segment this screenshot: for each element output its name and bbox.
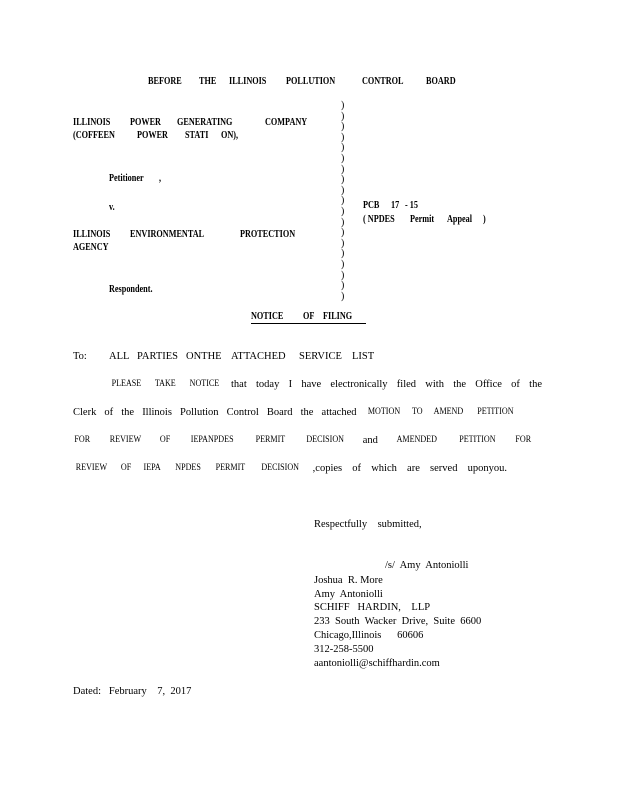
address-line: Chicago,Illinois 60606	[314, 630, 424, 641]
date-line: Dated: February 7, 2017	[73, 686, 192, 697]
caption-word: ENVIRONMENTAL	[130, 229, 205, 240]
case-word: )	[483, 214, 486, 225]
firm-name: SCHIFF HARDIN, LLP	[314, 602, 431, 613]
notice-title	[251, 311, 366, 324]
title-word: POLLUTION	[286, 76, 336, 87]
body-word: Office	[475, 379, 502, 390]
body-word: AMEND	[433, 407, 464, 417]
body-word: Clerk	[73, 407, 97, 418]
body-word: PETITION	[477, 407, 514, 417]
body-word: served	[430, 463, 458, 474]
closing: Respectfully submitted,	[314, 519, 422, 530]
caption-word: POWER	[137, 130, 168, 141]
case-word: ( NPDES	[363, 214, 395, 225]
caption-word: ILLINOIS	[73, 229, 111, 240]
body-word: the	[529, 379, 542, 390]
phone-number: 312-258-5500	[314, 644, 374, 655]
body-word: FOR	[515, 435, 532, 445]
to-word: LIST	[352, 351, 375, 362]
caption-word: POWER	[130, 117, 161, 128]
case-word: - 15	[405, 200, 418, 211]
body-word: NPDES	[175, 463, 201, 473]
body-word: REVIEW	[75, 463, 108, 473]
case-word: Appeal	[447, 214, 473, 225]
body-word: I	[288, 379, 293, 390]
body-line	[73, 435, 533, 446]
title-word: BOARD	[426, 76, 456, 87]
body-word: DECISION	[306, 435, 344, 445]
title-word: ILLINOIS	[229, 76, 267, 87]
body-word: PERMIT	[215, 463, 246, 473]
body-word: today	[256, 379, 280, 390]
body-word: TO	[411, 407, 423, 417]
body-line	[73, 407, 517, 418]
body-word: have	[301, 379, 322, 390]
body-word: the	[121, 407, 135, 418]
body-word: IEPA	[143, 463, 162, 473]
body-word: attached	[321, 407, 357, 418]
caption-word: ILLINOIS	[73, 117, 111, 128]
body-word: Illinois	[142, 407, 172, 418]
body-word: MOTION	[367, 407, 400, 417]
body-word: filed	[396, 379, 417, 390]
petitioner-comma: ,	[159, 173, 162, 184]
body-word: DECISION	[261, 463, 300, 473]
body-word: and	[362, 435, 378, 446]
caption-word: GENERATING	[177, 117, 233, 128]
caption-word: ON),	[221, 130, 239, 141]
caption-word: (COFFEEN	[73, 130, 115, 141]
body-line	[73, 463, 507, 474]
body-word: of	[352, 463, 362, 474]
body-word: OF	[160, 435, 171, 445]
body-word: PERMIT	[255, 435, 285, 445]
body-word: AMENDED	[396, 435, 438, 445]
title-word: CONTROL	[362, 76, 404, 87]
body-word: are	[407, 463, 420, 474]
title-word: OF	[303, 311, 315, 322]
title-word: THE	[199, 76, 217, 87]
title-word: FILING	[323, 311, 353, 322]
to-word: To:	[73, 351, 87, 362]
body-word: TAKE	[154, 379, 176, 389]
body-word: PETITION	[459, 435, 496, 445]
caption-word: STATI	[185, 130, 209, 141]
petitioner-role: Petitioner	[109, 173, 144, 184]
case-word: 17	[391, 200, 400, 211]
case-word: Permit	[410, 214, 435, 225]
email-address: aantoniolli@schiffhardin.com	[314, 658, 440, 669]
to-word: SERVICE	[299, 351, 342, 362]
caption-word: PROTECTION	[240, 229, 296, 240]
body-word: Pollution	[180, 407, 219, 418]
body-word: FOR	[74, 435, 91, 445]
body-word: the	[300, 407, 314, 418]
body-word: Control	[226, 407, 259, 418]
body-line	[109, 379, 542, 390]
body-word: with	[425, 379, 444, 390]
electronic-signature: /s/ Amy Antoniolli	[385, 560, 469, 571]
body-word: PLEASE	[111, 379, 142, 389]
to-word: ATTACHED	[231, 351, 286, 362]
body-word: of	[104, 407, 114, 418]
body-word: ,copies	[312, 463, 343, 474]
body-word: that	[231, 379, 247, 390]
body-word: uponyou.	[467, 463, 507, 474]
versus-label: v.	[109, 202, 115, 213]
signer-line: Amy Antoniolli	[314, 589, 383, 600]
body-word: OF	[121, 463, 132, 473]
case-word: PCB	[363, 200, 380, 211]
body-word: which	[371, 463, 397, 474]
body-word: REVIEW	[109, 435, 142, 445]
body-word: of	[511, 379, 520, 390]
respondent-role: Respondent.	[109, 284, 153, 295]
caption-parentheses: ) ) ) ) ) ) ) ) ) ) ) ) ) ) ) ) ) ) )	[341, 100, 345, 302]
caption-word: COMPANY	[265, 117, 308, 128]
address-line: 233 South Wacker Drive, Suite 6600	[314, 616, 482, 627]
to-word: ALL	[109, 351, 130, 362]
body-word: electronically	[330, 379, 388, 390]
signer-line: Joshua R. More	[314, 575, 383, 586]
body-word: Board	[266, 407, 293, 418]
body-word: NOTICE	[189, 379, 220, 389]
body-word: IEPANPDES	[190, 435, 234, 445]
body-word: the	[453, 379, 467, 390]
caption-word: AGENCY	[73, 242, 109, 253]
to-word: ONTHE	[186, 351, 222, 362]
title-word: NOTICE	[251, 311, 284, 322]
title-word: BEFORE	[148, 76, 182, 87]
to-word: PARTIES	[137, 351, 178, 362]
